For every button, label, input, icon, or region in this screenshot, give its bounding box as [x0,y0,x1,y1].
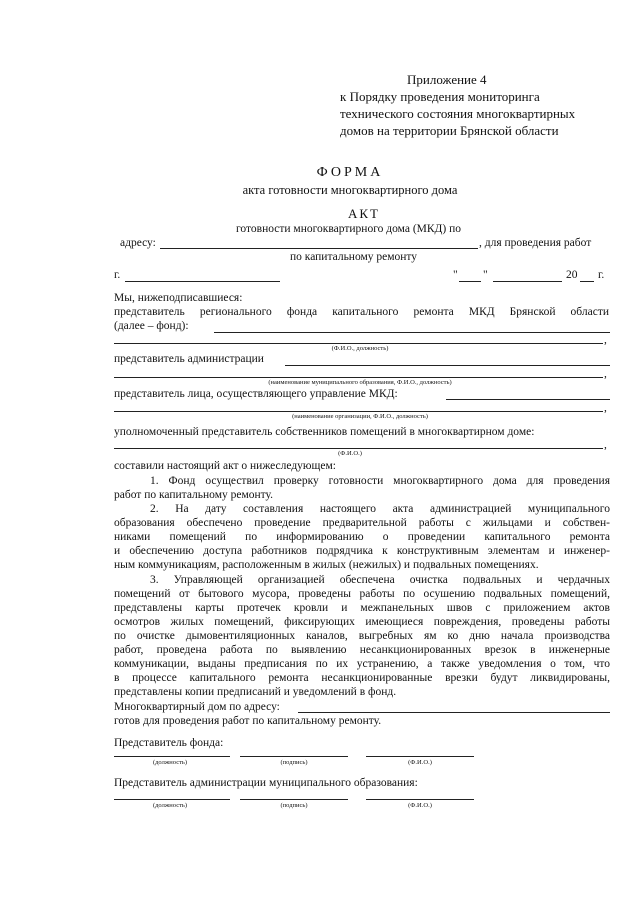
caption-position: (должность) [152,759,188,766]
signatories-heading: Мы, нижеподписавшиеся: [114,292,243,304]
comma: , [604,402,607,414]
act-line-1: готовности многоквартирного дома (МКД) по [236,223,461,235]
rep-fund-line-1: представитель регионального фонда капитального ремонта МКД Брянской области [114,306,609,318]
composed-line: составили настоящий акт о нижеследующем: [114,460,336,472]
address-label: адресу: [120,237,156,249]
address-suffix: , для проведения работ [479,237,592,249]
date-quote-open: " [453,269,458,281]
rep-mgmt-label: представитель лица, осуществляющего управление МКД: [114,388,398,400]
city-prefix: г. [114,269,121,281]
rep-owners-field[interactable] [114,448,603,449]
rep-owners-label: уполномоченный представитель собственников помещений в многоквартирном доме: [114,426,535,438]
p3-line-4: осмотров жилых помещений, фиксирующих имеющиеся повреждения, проведены работы [114,616,610,628]
year-prefix: 20 [566,269,578,281]
p3-line-6: работ, проведена работа по выявлению несанкционированных врезок в инженерные [114,644,610,656]
rep-mgmt-field-1[interactable] [446,399,610,400]
p1-line-2: работ по капитальному ремонту. [114,489,273,501]
appendix-line-3: домов на территории Брянской области [340,123,559,138]
ready-line: готов для проведения работ по капитальному ремонту. [114,715,382,727]
caption-admin: (наименование муниципального образования, Ф.И.О., должность) [268,379,452,386]
comma: , [604,334,607,346]
date-year-field[interactable] [580,281,594,282]
fund-name-field[interactable] [366,756,474,757]
p3-line-3: представлены карты протечек кровли и межпанельных швов с приложением актов [114,602,610,614]
form-subtitle: акта готовности многоквартирного дома [242,183,458,197]
date-day-field[interactable] [459,281,481,282]
rep-admin-field-2[interactable] [114,377,603,378]
appendix-line-1: к Порядку проведения мониторинга [340,89,540,104]
p2-line-5: ным коммуникациям, расположенным в жилых (нежилых) и подвальных помещениях. [114,559,539,571]
p2-line-1: 2. На дату составления настоящего акта администрацией муниципального [150,503,610,515]
p2-line-4: и обеспечению доступа работников подрядчика к конструктивным элементам и инженер- [114,545,610,557]
caption-fio-position-1: (Ф.И.О., должность) [331,345,389,352]
caption-fio: (Ф.И.О.) [338,450,362,457]
comma: , [604,439,607,451]
act-title: АКТ [348,206,380,221]
house-address-label: Многоквартирный дом по адресу: [114,701,280,713]
appendix-number: Приложение 4 [407,72,487,87]
admin-name-field[interactable] [366,799,474,800]
p2-line-2: образования обеспечено проведение предварительной работы с жильцами и собствен- [114,517,610,529]
p3-line-7: коммуникации, выданы предписания по их устранению, а также уведомления о том, что [114,658,610,670]
appendix-line-2: технического состояния многоквартирных [340,106,576,121]
caption-name: (Ф.И.О.) [408,759,432,766]
caption-name: (Ф.И.О.) [408,802,432,809]
p3-line-8: в процессе капитального ремонта несанкционированные врезки будут ликвидированы, [114,672,610,684]
rep-fund-field-1[interactable] [214,332,610,333]
sign-admin-label: Представитель администрации муниципального образования: [114,777,418,789]
act-line-3: по капитальному ремонту [290,251,418,263]
fund-signature-field[interactable] [240,756,348,757]
caption-mgmt: (наименование организации, Ф.И.О., должность) [292,413,428,420]
date-month-field[interactable] [493,281,562,282]
city-field[interactable] [125,281,280,282]
caption-position: (должность) [152,802,188,809]
caption-signature: (подпись) [280,759,308,766]
sign-fund-label: Представитель фонда: [114,737,224,749]
p2-line-3: никами помещений по информированию о проведении капитального ремонта [114,531,610,543]
admin-position-field[interactable] [114,799,230,800]
caption-signature: (подпись) [280,802,308,809]
rep-admin-field-1[interactable] [285,365,610,366]
p3-line-1: 3. Управляющей организацией обеспечена очистка подвальных и чердачных [150,574,610,586]
comma: , [604,368,607,380]
p3-line-5: по очистке дымовентиляционных каналов, выгребных ям ко дню начала производства [114,630,610,642]
p3-line-2: помещений от бытового мусора, проведены работы по осушению подвальных помещений, [114,588,610,600]
year-suffix: г. [598,269,605,281]
rep-fund-line-2: (далее – фонд): [114,320,189,332]
rep-admin-label: представитель администрации [114,353,264,365]
rep-fund-field-2[interactable] [114,343,603,344]
form-title: ФОРМА [316,165,384,180]
house-address-field[interactable] [298,712,610,713]
address-field[interactable] [160,248,478,249]
p3-line-9: представлены копии предписаний и уведомлений в фонд. [114,686,397,698]
rep-mgmt-field-2[interactable] [114,411,603,412]
admin-signature-field[interactable] [240,799,348,800]
fund-position-field[interactable] [114,756,230,757]
date-quote-close: " [483,269,488,281]
p1-line-1: 1. Фонд осуществил проверку готовности многоквартирного дома для проведения [150,475,610,487]
